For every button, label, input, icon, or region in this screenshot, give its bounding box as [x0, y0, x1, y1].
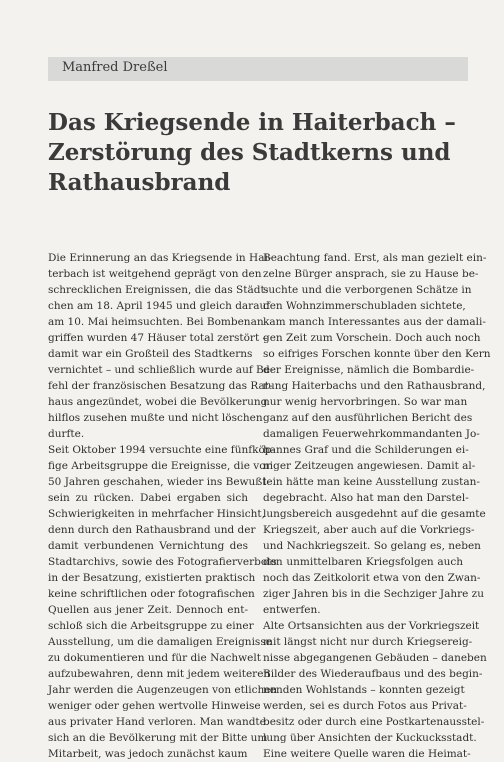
text-line: niger Zeitzeugen angewiesen. Damit al-: [263, 460, 476, 472]
text-line: weniger oder gehen wertvolle Hinweise: [48, 700, 261, 712]
text-line: Eine weitere Quelle waren die Heimat-: [263, 748, 471, 760]
text-line: sich an die Bevölkerung mit der Bitte um: [48, 732, 268, 744]
text-line: fehl der französischen Besatzung das Rat-: [48, 380, 273, 392]
text-line: lein hätte man keine Ausstellung zustan-: [263, 476, 480, 488]
title-line: Zerstörung des Stadtkerns und: [48, 139, 451, 166]
text-line: aufzubewahren, denn mit jedem weiteren: [48, 668, 271, 680]
text-line: den Wohnzimmerschubladen sichtete,: [263, 300, 466, 312]
text-line: Bilder des Wiederaufbaus und des begin-: [263, 668, 483, 680]
text-line: haus angezündet, wobei die Bevölkerung: [48, 396, 268, 408]
text-line: fige Arbeitsgruppe die Ereignisse, die vor: [48, 460, 271, 472]
text-line: der Ereignisse, nämlich die Bombardie-: [263, 364, 475, 376]
text-line: sein zu rücken. Dabei ergaben sich: [48, 492, 248, 504]
text-line: den unmittelbaren Kriegsfolgen auch: [263, 556, 463, 568]
text-line: und Nachkriegszeit. So gelang es, neben: [263, 540, 481, 552]
text-line: Quellen aus jener Zeit. Dennoch ent-: [48, 604, 248, 616]
text-line: Mitarbeit, was jedoch zunächst kaum: [48, 748, 248, 760]
text-line: Ausstellung, um die damaligen Ereignisse: [48, 636, 272, 648]
text-line: ganz auf den ausführlichen Bericht des: [263, 412, 473, 424]
text-line: so eifriges Forschen konnte über den Kern: [263, 348, 491, 360]
text-line: aus privater Hand verloren. Man wandte: [48, 716, 266, 728]
text-line: in der Besatzung, existierten praktisch: [48, 572, 256, 584]
text-line: zelne Bürger ansprach, sie zu Hause be-: [263, 268, 479, 280]
right-text-column: [263, 250, 491, 762]
text-line: gen Zeit zum Vorschein. Doch auch noch: [263, 332, 481, 344]
text-line: ziger Jahren bis in die Sechziger Jahre zu: [263, 588, 484, 600]
text-line: schrecklichen Ereignissen, die das Städt-: [48, 284, 269, 296]
title-line: Rathausbrand: [48, 169, 231, 196]
left-text-column: [48, 250, 278, 762]
text-line: denn durch den Rathausbrand und der: [48, 524, 256, 536]
text-line: nur wenig hervorbringen. So war man: [263, 396, 468, 408]
text-line: lung über Ansichten der Kuckucksstadt.: [263, 732, 477, 744]
text-line: besitz oder durch eine Postkartenausstel-: [263, 716, 485, 728]
text-line: durfte.: [48, 428, 85, 440]
text-line: griffen wurden 47 Häuser total zerstört –: [48, 332, 268, 344]
text-line: Stadtarchivs, sowie des Fotografierverbots: [48, 556, 277, 568]
text-line: rung Haiterbachs und den Rathausbrand,: [263, 380, 486, 392]
text-line: schloß sich die Arbeitsgruppe zu einer: [48, 620, 254, 632]
article-title: [48, 108, 468, 198]
text-line: terbach ist weitgehend geprägt von den: [48, 268, 262, 280]
text-line: nisse abgegangenen Gebäuden – daneben: [263, 652, 487, 664]
text-line: damaligen Feuerwehrkommandanten Jo-: [263, 428, 480, 440]
text-line: 50 Jahren geschahen, wieder ins Bewußt-: [48, 476, 271, 488]
text-line: keine schriftlichen oder fotografischen: [48, 588, 255, 600]
text-line: zu dokumentieren und für die Nachwelt: [48, 652, 261, 664]
text-line: Die Erinnerung an das Kriegsende in Hai-: [48, 252, 272, 264]
text-line: Alte Ortsansichten aus der Vorkriegszeit: [263, 620, 480, 632]
text-line: Beachtung fand. Erst, als man gezielt ein-: [263, 252, 487, 264]
text-line: vernichtet – und schließlich wurde auf Be-: [48, 364, 274, 376]
text-line: lungsbereich ausgedehnt auf die gesamte: [263, 508, 486, 520]
title-line: Das Kriegsende in Haiterbach –: [48, 109, 456, 136]
text-line: Kriegszeit, aber auch auf die Vorkriegs-: [263, 524, 475, 536]
text-line: Seit Oktober 1994 versuchte eine fünfköp-: [48, 444, 276, 456]
text-line: kam manch Interessantes aus der damali-: [263, 316, 486, 328]
text-line: hilflos zusehen mußte und nicht löschen: [48, 412, 263, 424]
text-line: suchte und die verborgenen Schätze in: [263, 284, 472, 296]
text-line: Jahr werden die Augenzeugen von etlichen: [48, 684, 278, 696]
text-line: am 10. Mai heimsuchten. Bei Bombenan-: [48, 316, 268, 328]
text-line: chen am 18. April 1945 und gleich darauf: [48, 300, 271, 312]
text-line: damit war ein Großteil des Stadtkerns: [48, 348, 253, 360]
text-line: degebracht. Also hat man den Darstel-: [263, 492, 469, 504]
text-line: nenden Wohlstands – konnten gezeigt: [263, 684, 465, 696]
text-line: mit längst nicht nur durch Kriegsereig-: [263, 636, 473, 648]
text-line: werden, sei es durch Fotos aus Privat-: [263, 700, 467, 712]
text-line: entwerfen.: [263, 604, 321, 616]
author-name: Manfred Dreßel: [62, 60, 168, 75]
text-line: Schwierigkeiten in mehrfacher Hinsicht,: [48, 508, 265, 520]
text-line: damit verbundenen Vernichtung des: [48, 540, 248, 552]
author-bar: [48, 57, 468, 81]
text-line: hannes Graf und die Schilderungen ei-: [263, 444, 469, 456]
text-line: noch das Zeitkolorit etwa von den Zwan-: [263, 572, 481, 584]
